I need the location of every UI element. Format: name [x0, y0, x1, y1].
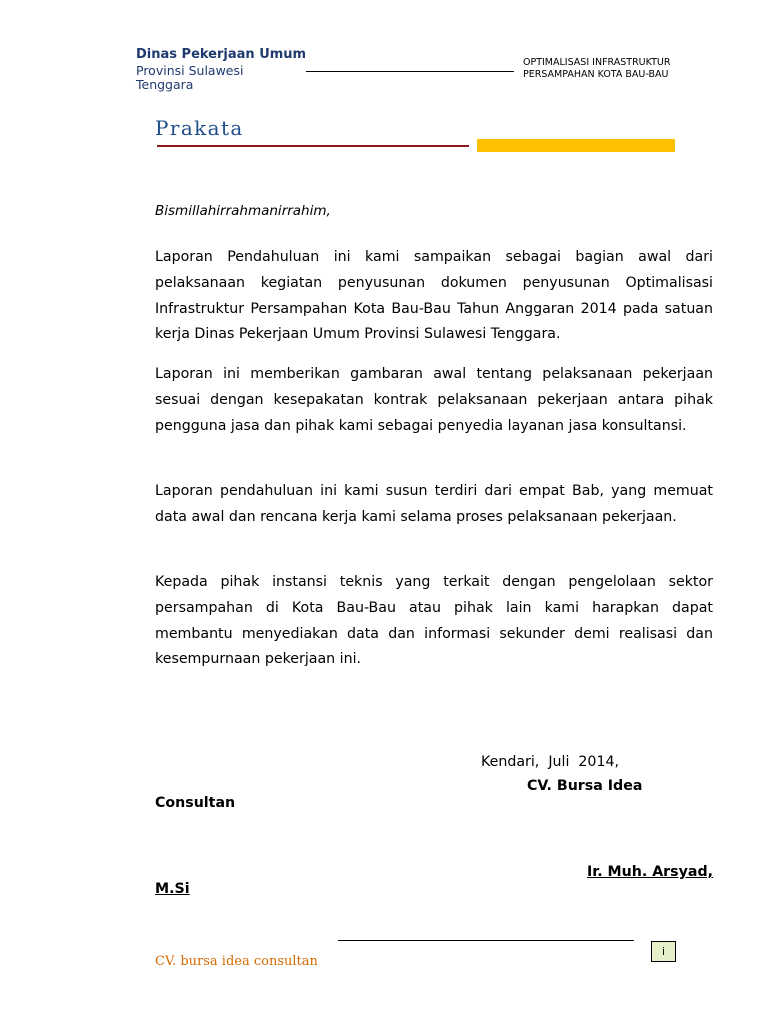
signer-name-line1: Ir. Muh. Arsyad,	[586, 864, 713, 880]
footer-company: CV. bursa idea consultan	[155, 954, 318, 969]
paragraph-3: Laporan pendahuluan ini kami susun terdiri dari empat Bab, yang memuat data awal dan rencana kerja kami selama proses pelaksanaan pekerjaan.	[155, 483, 713, 525]
paragraph-4: Kepada pihak instansi teknis yang terkait dengan pengelolaan sektor persampahan di Kota Bau-Bau atau pihak lain kami harapkan dapat membantu menyediakan data dan informasi sekunder demi realisasi dan kesempurnaan pekerjaan ini.	[155, 574, 713, 668]
header-project-line1: OPTIMALISASI INFRASTRUKTUR	[523, 57, 671, 68]
header-province: Provinsi Sulawesi Tenggara	[136, 63, 244, 92]
footer-divider	[338, 940, 634, 941]
header-project-line2: PERSAMPAHAN KOTA BAU-BAU	[523, 69, 669, 80]
firm-name-line1: CV. Bursa Idea	[527, 778, 643, 794]
header-org-name: Dinas Pekerjaan Umum	[136, 47, 307, 62]
signer-name-line2: M.Si	[155, 881, 190, 897]
header-divider	[306, 71, 514, 72]
title-underline-red	[157, 145, 469, 147]
greeting: Bismillahirrahmanirrahim,	[155, 203, 331, 219]
paragraph-1: Laporan Pendahuluan ini kami sampaikan sebagai bagian awal dari pelaksanaan kegiatan penyusunan dokumen penyusunan Optimalisasi Infrastruktur Persampahan Kota Bau-Bau Tahun Anggaran 2014 pada satuan kerja Dinas Pekerjaan Umum Provinsi Sulawesi Tenggara.	[155, 249, 713, 343]
closing-date: Kendari, Juli 2014,	[481, 754, 620, 770]
header-project-title	[523, 57, 670, 81]
page-number: i	[651, 941, 676, 962]
paragraph-2: Laporan ini memberikan gambaran awal tentang pelaksanaan pekerjaan sesuai dengan kesepakatan kontrak pelaksanaan pekerjaan antara pihak pengguna jasa dan pihak kami sebagai penyedia layanan jasa konsultansi.	[155, 366, 713, 434]
title-accent-bar	[477, 139, 675, 152]
firm-name-line2: Consultan	[155, 795, 236, 811]
page-title: Prakata	[155, 116, 244, 140]
